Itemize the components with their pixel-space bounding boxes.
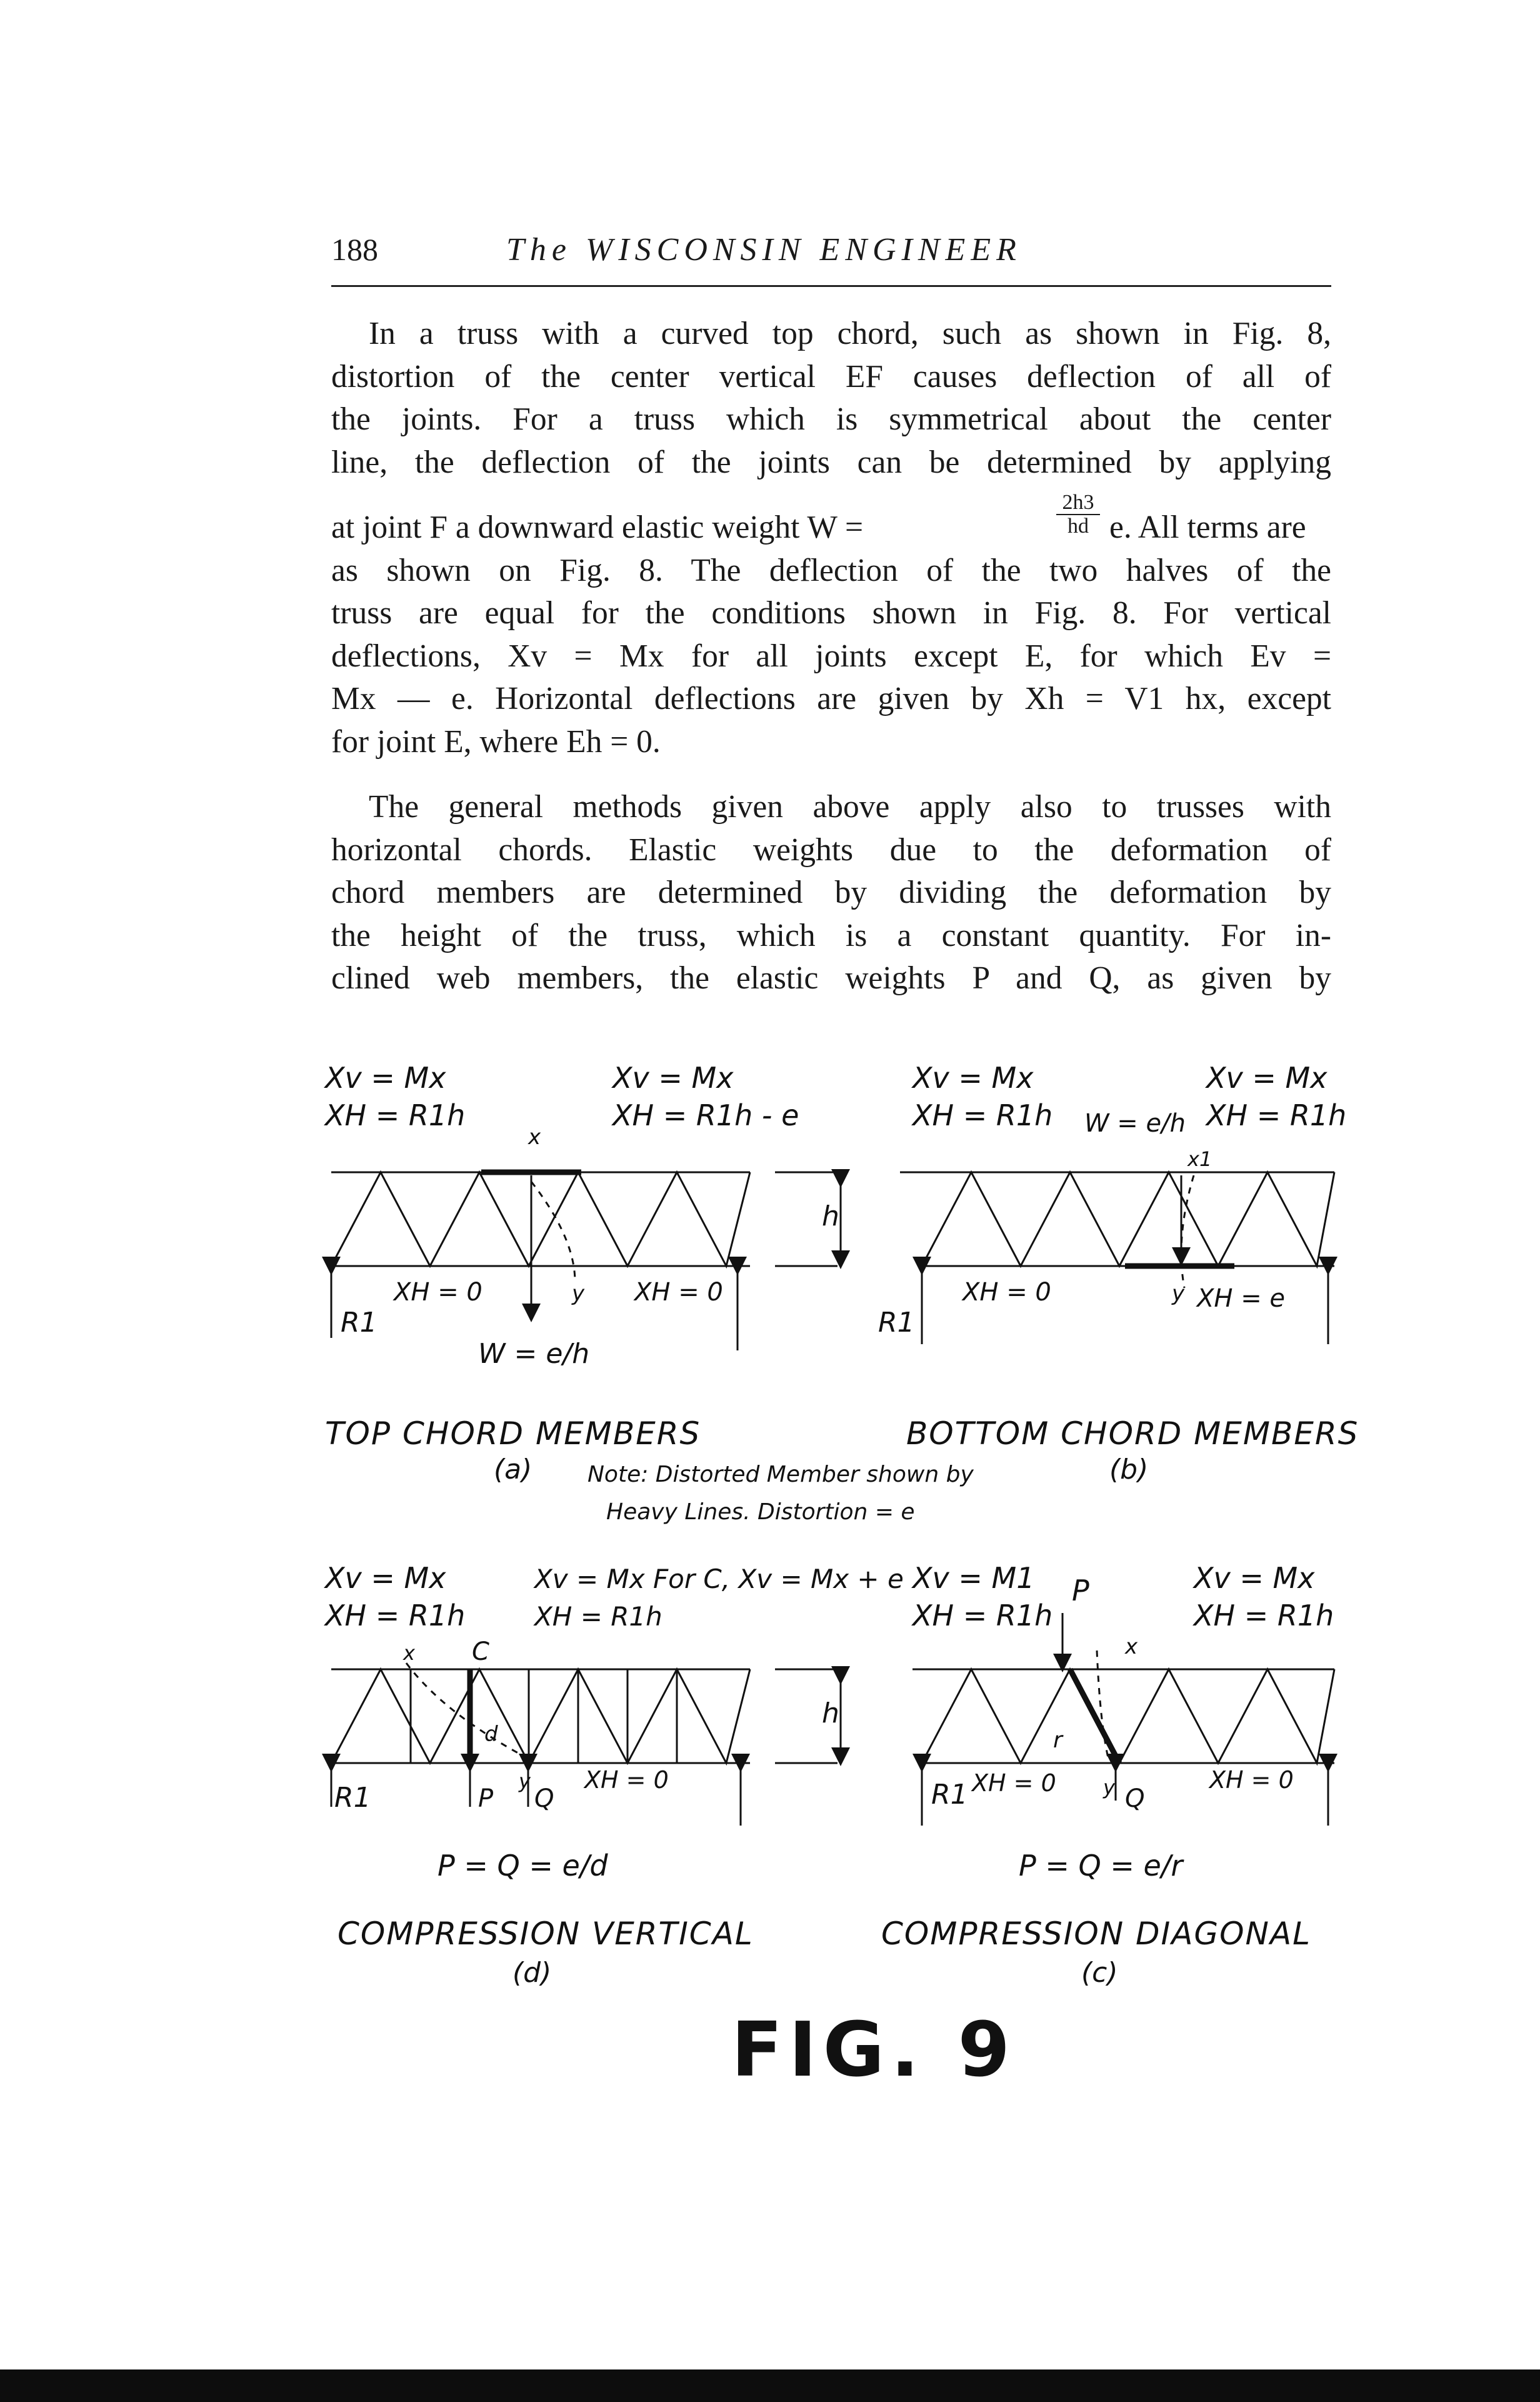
label: y	[1103, 1776, 1115, 1799]
label: r	[1053, 1727, 1062, 1753]
caption: BOTTOM CHORD MEMBERS	[906, 1415, 1359, 1452]
figure-9-drawing	[312, 1050, 1362, 2088]
label: x	[403, 1641, 415, 1665]
label: P	[478, 1784, 494, 1813]
label: XH = R1h	[912, 1599, 1053, 1632]
fraction-denominator: hd	[1068, 515, 1089, 538]
truss-a	[331, 1172, 750, 1350]
label: XH = R1h	[325, 1098, 466, 1132]
formula: P = Q = e/d	[438, 1849, 608, 1882]
caption: (c)	[1081, 1957, 1118, 1989]
label: h	[822, 1200, 839, 1232]
label: XH = R1h	[912, 1098, 1053, 1132]
label: XH = R1h	[534, 1601, 662, 1632]
label: Xv = Mx For C, Xv = Mx + e	[534, 1564, 904, 1594]
note: Note: Distorted Member shown by	[588, 1462, 974, 1487]
equation-line	[331, 491, 1331, 550]
truss-b	[900, 1172, 1334, 1344]
fraction-numerator: 2h3	[1056, 491, 1100, 515]
label: Xv = M1	[912, 1561, 1035, 1595]
caption: (d)	[512, 1957, 552, 1989]
text-line: Mx — e. Horizontal deflections are given by Xh = V1 hx, except	[331, 681, 1331, 716]
label: W = e/h	[1084, 1109, 1186, 1138]
note: Heavy Lines. Distortion = e	[606, 1499, 915, 1525]
text-segment: e. All terms are	[1109, 510, 1306, 545]
label: XH = 0	[962, 1278, 1051, 1307]
text-line: the joints. For a truss which is symmetrical about the center	[331, 401, 1331, 437]
label: R1	[878, 1307, 915, 1339]
label: R1	[931, 1779, 968, 1811]
label: Xv = Mx	[912, 1061, 1034, 1095]
page-number: 188	[331, 232, 378, 267]
caption: TOP CHORD MEMBERS	[325, 1415, 701, 1452]
label: x1	[1188, 1147, 1212, 1171]
text-line: distortion of the center vertical EF causes deflection of all of	[331, 358, 1331, 394]
text-line: clined web members, the elastic weights P and Q, as given by	[331, 960, 1331, 996]
label: Xv = Mx	[325, 1061, 446, 1095]
journal-title: The WISCONSIN ENGINEER	[506, 232, 1022, 268]
fraction	[1056, 491, 1100, 538]
label: XH = 0	[1209, 1766, 1294, 1794]
label: R1	[341, 1307, 378, 1339]
text-line: for joint E, where Eh = 0.	[331, 723, 661, 760]
label: x	[1125, 1634, 1138, 1659]
text-segment: at joint F a downward elastic weight W =	[331, 510, 863, 545]
label: XH = R1h	[1194, 1599, 1334, 1632]
label: W = e/h	[478, 1338, 590, 1370]
label: XH = R1h	[325, 1599, 466, 1632]
label: C	[472, 1637, 489, 1666]
label: XH = e	[1197, 1284, 1286, 1313]
label: Xv = Mx	[325, 1561, 446, 1595]
label: XH = 0	[972, 1769, 1056, 1797]
label: x	[528, 1125, 541, 1150]
label: XH = 0	[584, 1766, 669, 1794]
caption: COMPRESSION VERTICAL	[338, 1916, 754, 1952]
label: y	[1172, 1281, 1185, 1306]
text-line: as shown on Fig. 8. The deflection of the two halves of the	[331, 552, 1331, 588]
label: y	[519, 1769, 531, 1793]
label: Q	[1125, 1784, 1145, 1813]
text-line: The general methods given above apply also to trusses with	[369, 789, 1331, 825]
caption: (a)	[494, 1454, 532, 1485]
text-line: truss are equal for the conditions shown in Fig. 8. For vertical	[331, 595, 1331, 631]
caption: (b)	[1109, 1454, 1149, 1485]
figure-9	[312, 1050, 1362, 2088]
label: XH = 0	[634, 1278, 723, 1307]
paragraph-1	[331, 313, 1331, 763]
text-line: In a truss with a curved top chord, such as shown in Fig. 8,	[369, 316, 1331, 351]
paragraph-2	[331, 786, 1331, 1000]
text-line: line, the deflection of the joints can be determined by applying	[331, 444, 1331, 480]
label: h	[822, 1697, 839, 1729]
label: XH = R1h - e	[612, 1098, 799, 1132]
label: Xv = Mx	[612, 1061, 734, 1095]
figure-label: FIG. 9	[731, 2007, 1016, 2088]
label: Xv = Mx	[1206, 1061, 1328, 1095]
header-rule	[331, 285, 1331, 287]
label: XH = R1h	[1206, 1098, 1347, 1132]
running-header	[331, 231, 1331, 275]
label: P	[1072, 1574, 1089, 1607]
formula: P = Q = e/r	[1019, 1849, 1183, 1882]
label: Xv = Mx	[1194, 1561, 1315, 1595]
text-line: the height of the truss, which is a constant quantity. For in-	[331, 917, 1331, 953]
text-line: deflections, Xv = Mx for all joints except E, for which Ev =	[331, 638, 1331, 674]
label: R1	[334, 1782, 371, 1814]
scan-border	[0, 2369, 1540, 2402]
caption: COMPRESSION DIAGONAL	[881, 1916, 1311, 1952]
label: XH = 0	[394, 1278, 482, 1307]
label: y	[572, 1281, 585, 1306]
text-line: horizontal chords. Elastic weights due to the deformation of	[331, 832, 1331, 868]
text-line: chord members are determined by dividing the deformation by	[331, 875, 1331, 910]
label: Q	[534, 1784, 554, 1813]
label: d	[484, 1722, 498, 1747]
body-text	[331, 313, 1331, 1000]
